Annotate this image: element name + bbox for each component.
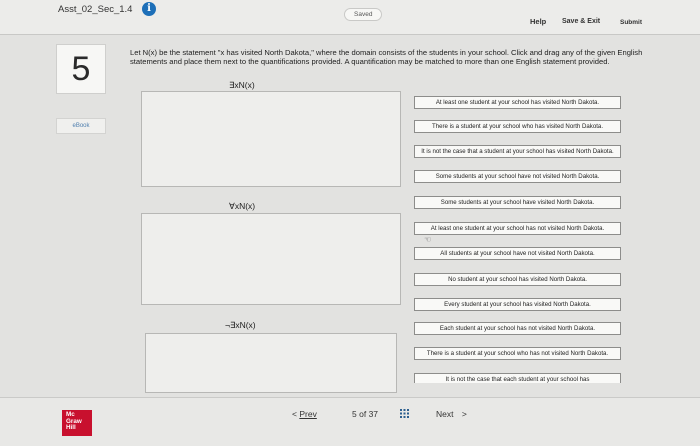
grid-icon[interactable] [400, 409, 409, 418]
dropzone-exists[interactable] [141, 91, 401, 187]
question-number: 5 [56, 44, 106, 94]
chevron-left-icon: < [292, 409, 297, 419]
quantification-label-exists: ∃xN(x) [229, 80, 255, 90]
statement-chip[interactable]: At least one student at your school has visited North Dakota. [414, 96, 621, 109]
ebook-button[interactable]: eBook [56, 118, 106, 134]
statement-chip[interactable]: There is a student at your school who has not visited North Dakota. [414, 347, 621, 360]
prev-label: Prev [299, 409, 317, 419]
statement-chip[interactable]: Every student at your school has visited North Dakota. [414, 298, 621, 311]
saved-status-badge: Saved [344, 8, 382, 21]
bottom-bar [0, 397, 700, 446]
statement-chip[interactable]: All students at your school have not visited North Dakota. [414, 247, 621, 260]
statement-chip[interactable]: It is not the case that a student at your school has visited North Dakota. [414, 145, 621, 158]
page-indicator [352, 409, 378, 419]
statement-chip[interactable]: Some students at your school have visited North Dakota. [414, 196, 621, 209]
statement-chip[interactable]: No student at your school has visited North Dakota. [414, 273, 621, 286]
quantification-label-not-exists: ¬∃xN(x) [225, 320, 256, 330]
of-label: of [359, 409, 367, 419]
logo-line: Graw [66, 417, 82, 425]
total-pages: 37 [368, 409, 379, 419]
statement-chip[interactable]: There is a student at your school who has visited North Dakota. [414, 120, 621, 133]
submit-button[interactable]: Submit [620, 19, 643, 26]
logo-line: Hill [66, 424, 76, 432]
top-bar [0, 0, 700, 35]
quantification-label-forall: ∀xN(x) [229, 201, 256, 211]
statement-chip[interactable]: Some students at your school have not visited North Dakota. [414, 170, 621, 183]
next-label: Next [436, 409, 454, 419]
chevron-right-icon: > [461, 409, 467, 419]
save-exit-button[interactable]: Save & Exit [562, 18, 601, 25]
statement-chip[interactable]: At least one student at your school has not visited North Dakota. [414, 222, 621, 235]
assignment-title: Asst_02_Sec_1.4 [58, 4, 133, 15]
help-button[interactable]: Help [530, 17, 547, 26]
dropzone-forall[interactable] [141, 213, 401, 305]
statement-chip[interactable]: Each student at your school has not visited North Dakota. [414, 322, 621, 335]
hand-cursor-icon: ☜ [424, 235, 432, 244]
next-button[interactable] [436, 409, 467, 419]
info-circle-icon[interactable]: i [142, 2, 156, 16]
current-page: 5 [352, 409, 357, 419]
prev-button[interactable] [292, 409, 317, 419]
question-prompt: Let N(x) be the statement "x has visited North Dakota," where the domain consists of the students in your school. Click and drag any of the given English statements and place them next to the quantifications provided. A quantification may be matched to more than one English statement provided. [130, 48, 643, 66]
mcgraw-hill-logo [62, 410, 92, 436]
logo-line: Mc [66, 411, 75, 418]
dropzone-not-exists[interactable] [145, 333, 397, 393]
statement-chip[interactable]: It is not the case that each student at your school has [414, 373, 621, 383]
